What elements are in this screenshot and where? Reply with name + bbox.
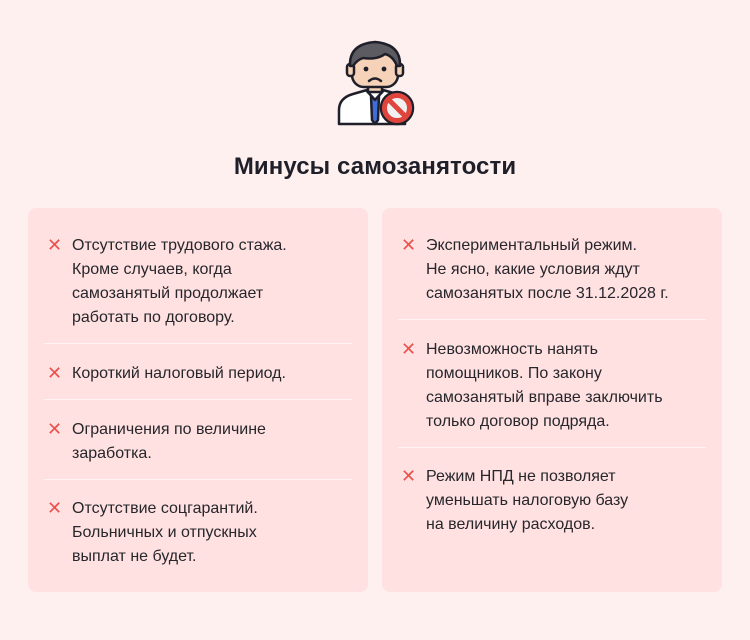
cross-icon: ✕	[47, 235, 63, 255]
right-cons-card	[382, 208, 722, 592]
sad-worker-with-prohibition-sign-icon	[333, 38, 417, 128]
cross-icon: ✕	[47, 363, 63, 383]
item-text: Невозможность нанять помощников. По закону самозанятый вправе заключить только договор подряда.	[426, 341, 663, 430]
item-text: Отсутствие соцгарантий. Больничных и отпускных выплат не будет.	[72, 500, 258, 565]
item-text: Короткий налоговый период.	[72, 365, 286, 382]
item-text: Экспериментальный режим. Не ясно, какие условия ждут самозанятых после 31.12.2028 г.	[426, 237, 669, 302]
item-text: Режим НПД не позволяет уменьшать налоговую базу на величину расходов.	[426, 468, 629, 533]
page-title: Минусы самозанятости	[233, 153, 517, 180]
list-item	[28, 234, 368, 330]
cross-icon: ✕	[401, 339, 417, 359]
left-cons-card	[28, 208, 368, 592]
cross-icon: ✕	[401, 466, 417, 486]
divider	[44, 479, 352, 480]
list-item	[382, 465, 722, 537]
list-item	[28, 418, 368, 466]
list-item	[382, 234, 722, 306]
item-text: Ограничения по величине заработка.	[72, 421, 266, 462]
divider	[44, 399, 352, 400]
list-item	[28, 497, 368, 569]
divider	[398, 319, 706, 320]
divider	[398, 447, 706, 448]
list-item	[382, 338, 722, 434]
cross-icon: ✕	[401, 235, 417, 255]
list-item	[28, 362, 368, 386]
cross-icon: ✕	[47, 419, 63, 439]
item-text: Отсутствие трудового стажа. Кроме случаев, когда самозанятый продолжает работать по договору.	[72, 237, 287, 326]
divider	[44, 343, 352, 344]
cross-icon: ✕	[47, 498, 63, 518]
